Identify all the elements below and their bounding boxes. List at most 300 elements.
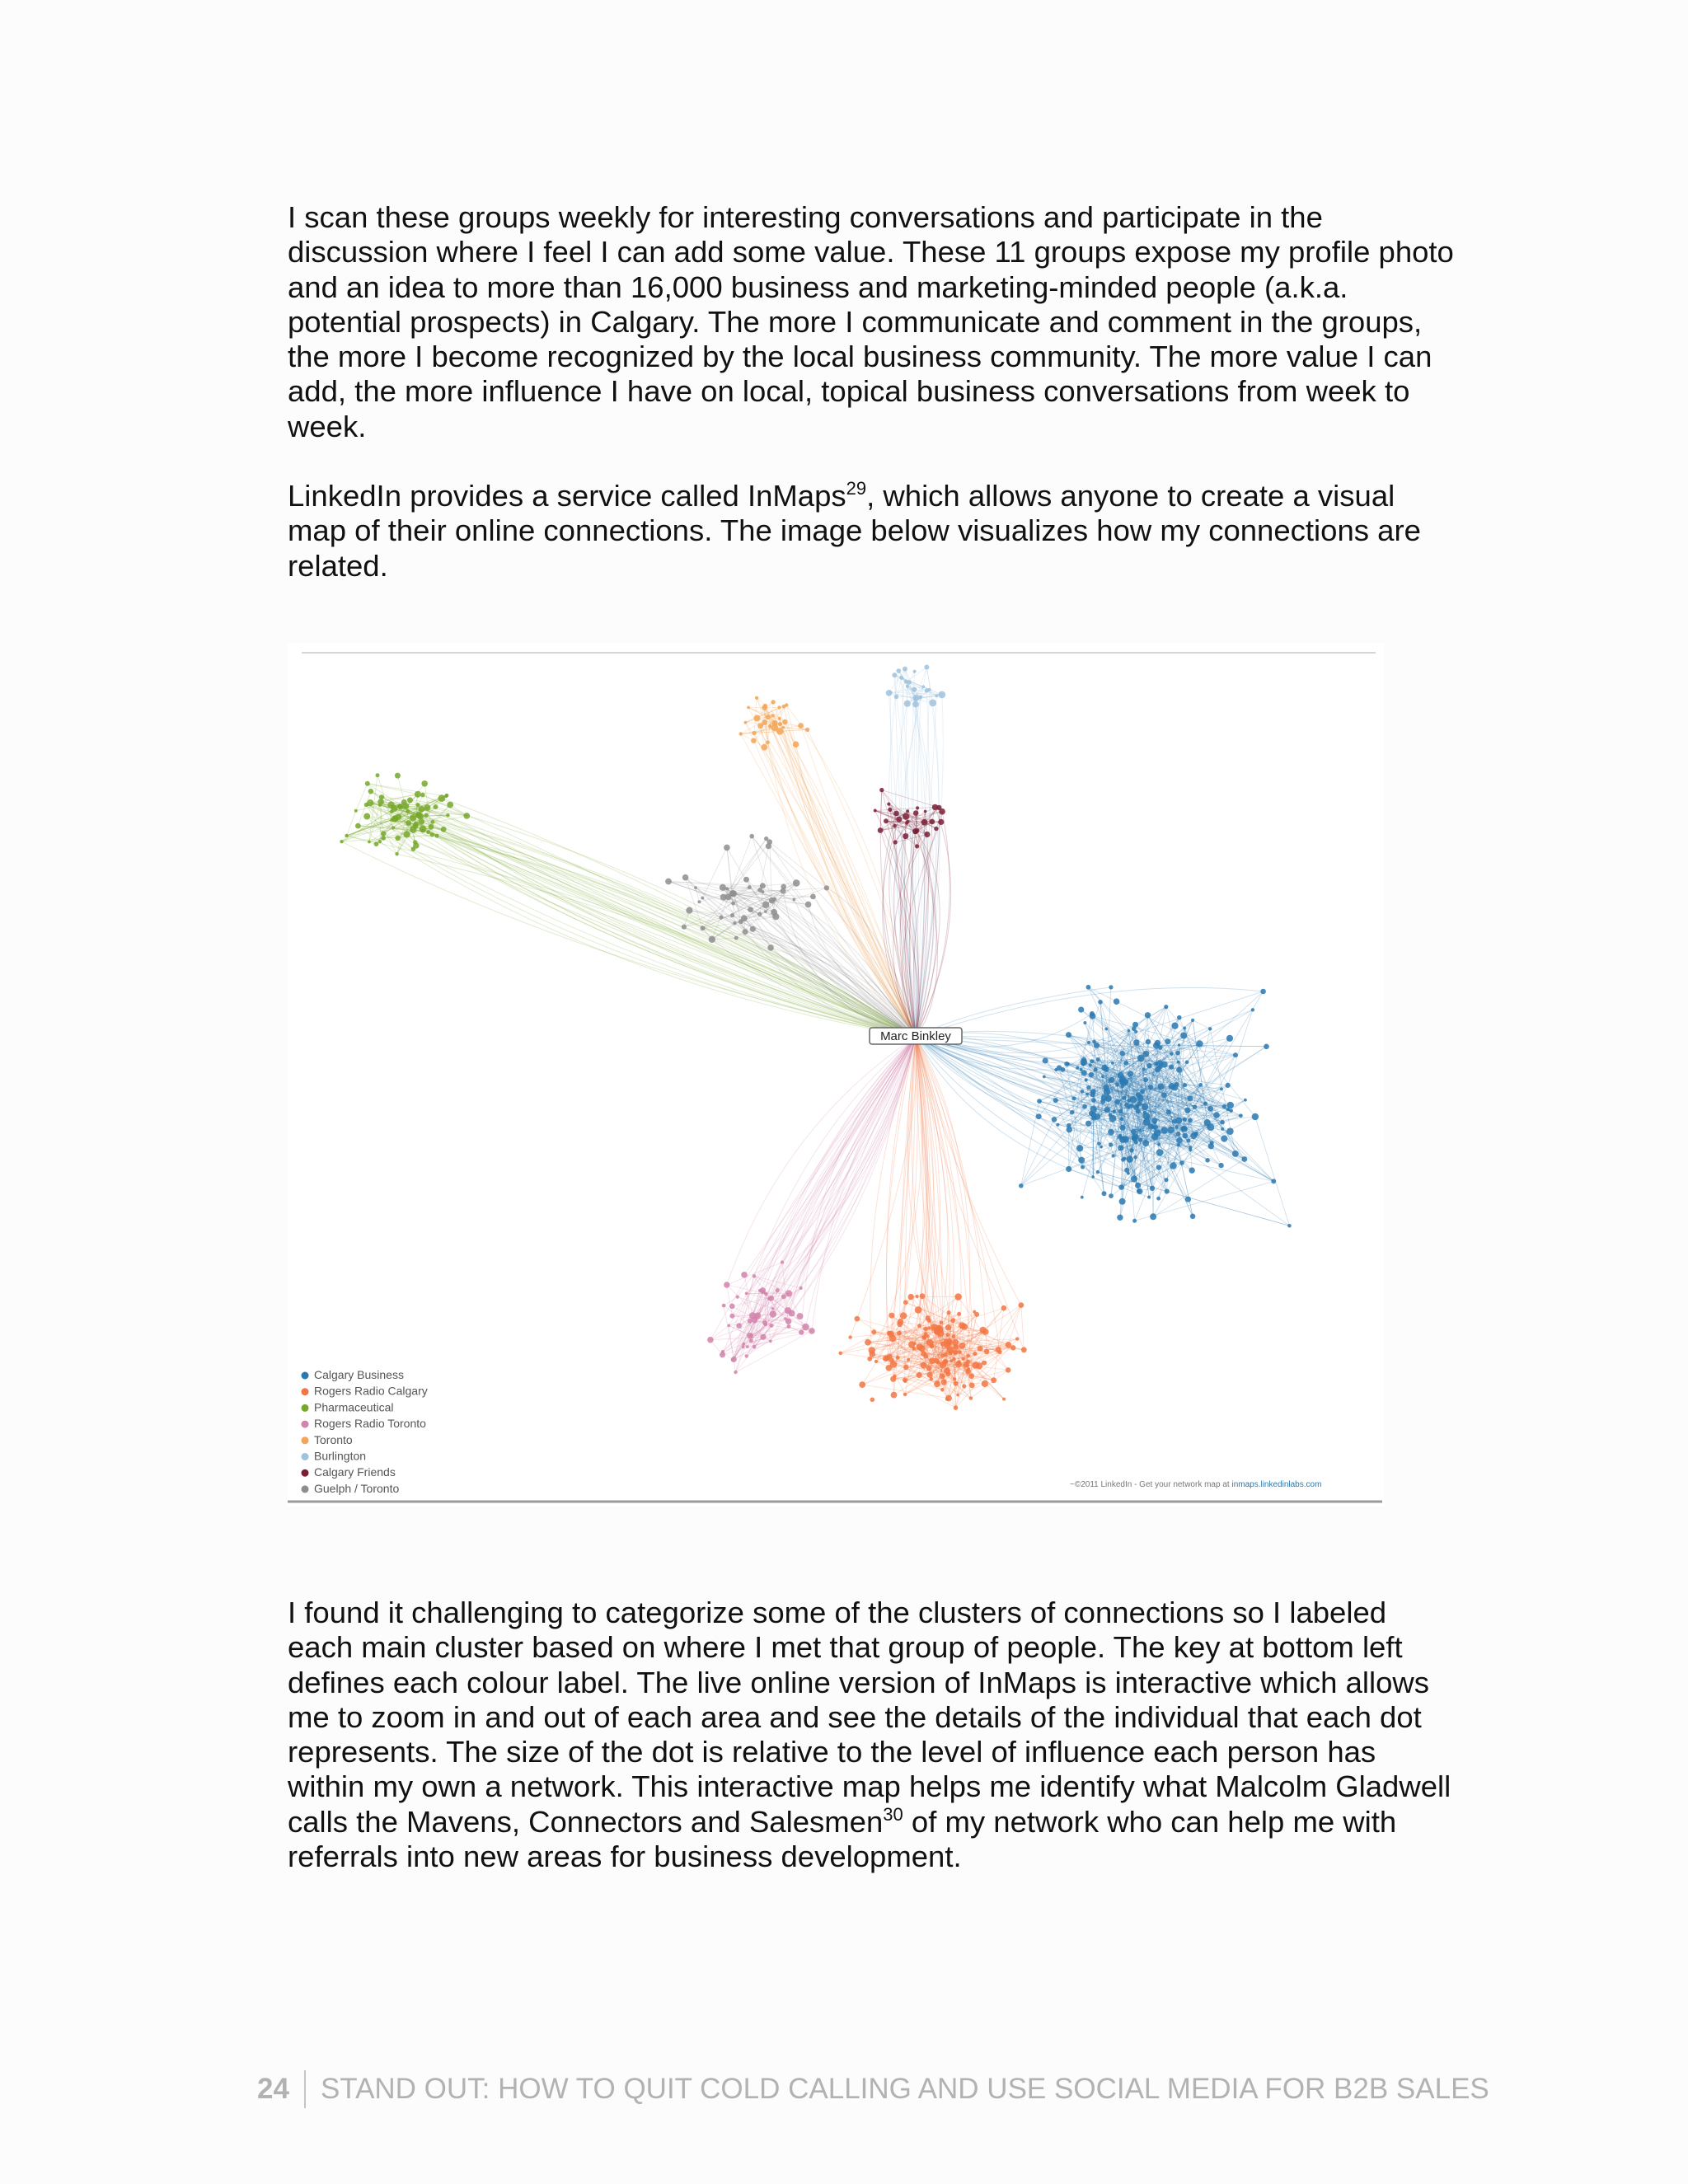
connection-node[interactable] (1150, 1186, 1155, 1191)
connection-node[interactable] (392, 826, 395, 829)
connection-node[interactable] (771, 714, 775, 717)
connection-node[interactable] (1161, 1127, 1168, 1133)
connection-node[interactable] (1137, 1095, 1144, 1102)
connection-node[interactable] (1157, 1143, 1160, 1146)
connection-node[interactable] (724, 1282, 729, 1287)
connection-node[interactable] (965, 1369, 971, 1375)
connection-node[interactable] (1191, 1019, 1194, 1022)
connection-node[interactable] (364, 803, 368, 807)
connection-node[interactable] (940, 1373, 945, 1379)
connection-node[interactable] (435, 834, 439, 838)
connection-node[interactable] (1183, 1083, 1187, 1087)
connection-node[interactable] (874, 1360, 878, 1363)
connection-node[interactable] (1196, 1040, 1203, 1047)
connection-node[interactable] (917, 1324, 921, 1328)
connection-node[interactable] (1176, 1066, 1182, 1072)
connection-node[interactable] (1072, 1096, 1076, 1100)
connection-node[interactable] (729, 1314, 734, 1319)
connection-node[interactable] (903, 1365, 908, 1370)
connection-node[interactable] (940, 1388, 945, 1392)
connection-node[interactable] (1204, 1119, 1211, 1126)
connection-node[interactable] (1122, 1095, 1126, 1099)
connection-node[interactable] (1132, 1219, 1137, 1223)
connection-node[interactable] (921, 819, 928, 826)
connection-node[interactable] (1177, 1143, 1180, 1146)
connection-node[interactable] (1208, 1143, 1214, 1149)
connection-node[interactable] (893, 1375, 896, 1378)
connection-node[interactable] (768, 724, 772, 729)
connection-node[interactable] (391, 805, 397, 812)
connection-node[interactable] (793, 741, 799, 748)
connection-node[interactable] (1120, 1051, 1126, 1057)
connection-node[interactable] (929, 700, 936, 707)
connection-node[interactable] (1089, 1063, 1092, 1066)
connection-node[interactable] (945, 1324, 951, 1330)
connection-node[interactable] (1185, 1060, 1189, 1064)
connection-node[interactable] (928, 688, 931, 691)
connection-node[interactable] (969, 1383, 975, 1389)
connection-node[interactable] (771, 700, 775, 704)
connection-node[interactable] (395, 852, 398, 855)
connection-node[interactable] (916, 806, 919, 809)
connection-node[interactable] (1178, 1043, 1181, 1047)
connection-node[interactable] (447, 802, 453, 808)
connection-node[interactable] (410, 815, 416, 822)
connection-node[interactable] (1137, 1055, 1145, 1062)
connection-node[interactable] (730, 913, 734, 917)
connection-node[interactable] (1152, 1118, 1158, 1123)
connection-node[interactable] (1086, 985, 1091, 990)
connection-node[interactable] (894, 695, 899, 700)
connection-node[interactable] (953, 1377, 957, 1381)
connection-node[interactable] (924, 832, 930, 837)
connection-node[interactable] (767, 944, 774, 951)
connection-node[interactable] (340, 840, 343, 843)
connection-node[interactable] (1001, 1305, 1007, 1311)
connection-node[interactable] (1090, 1089, 1096, 1094)
connection-node[interactable] (1085, 1078, 1088, 1081)
connection-node[interactable] (438, 794, 446, 802)
connection-node[interactable] (727, 1324, 730, 1328)
connection-node[interactable] (365, 781, 370, 786)
connection-node[interactable] (430, 832, 434, 837)
connection-node[interactable] (1218, 1163, 1223, 1168)
connection-node[interactable] (1094, 1067, 1098, 1071)
connection-node[interactable] (753, 1345, 757, 1349)
connection-node[interactable] (956, 1394, 959, 1397)
connection-node[interactable] (924, 665, 929, 670)
connection-node[interactable] (1287, 1224, 1292, 1228)
connection-node[interactable] (770, 1310, 776, 1317)
connection-node[interactable] (900, 1312, 907, 1319)
connection-node[interactable] (785, 1307, 791, 1314)
connection-node[interactable] (1193, 1105, 1197, 1109)
connection-node[interactable] (953, 1350, 958, 1355)
connection-node[interactable] (1104, 1028, 1108, 1031)
connection-node[interactable] (778, 717, 781, 720)
connection-node[interactable] (441, 827, 447, 832)
connection-node[interactable] (950, 1359, 953, 1362)
connection-node[interactable] (1091, 1175, 1095, 1179)
connection-node[interactable] (1179, 1160, 1184, 1165)
connection-node[interactable] (1067, 1127, 1072, 1132)
connection-node[interactable] (1096, 1057, 1100, 1062)
connection-node[interactable] (929, 819, 935, 825)
connection-node[interactable] (1081, 1196, 1084, 1199)
connection-node[interactable] (926, 1315, 931, 1320)
connection-node[interactable] (1221, 1127, 1224, 1131)
connection-node[interactable] (973, 1352, 977, 1356)
connection-node[interactable] (767, 1297, 771, 1301)
connection-node[interactable] (917, 1372, 922, 1378)
connection-node[interactable] (1226, 1127, 1234, 1135)
connection-node[interactable] (1123, 1079, 1128, 1084)
connection-node[interactable] (1121, 1157, 1125, 1161)
connection-node[interactable] (1019, 1183, 1024, 1188)
connection-node[interactable] (906, 809, 909, 813)
connection-node[interactable] (920, 1293, 926, 1299)
connection-node[interactable] (1078, 1157, 1085, 1164)
connection-node[interactable] (431, 820, 435, 824)
connection-node[interactable] (406, 809, 410, 813)
connection-node[interactable] (1166, 1109, 1171, 1114)
connection-node[interactable] (782, 719, 787, 724)
connection-node[interactable] (721, 1350, 724, 1353)
connection-node[interactable] (954, 1405, 959, 1410)
connection-node[interactable] (731, 1357, 737, 1362)
connection-node[interactable] (1081, 1090, 1085, 1094)
connection-node[interactable] (1118, 1109, 1123, 1113)
connection-node[interactable] (947, 1310, 951, 1315)
connection-node[interactable] (686, 907, 692, 914)
connection-node[interactable] (1122, 1136, 1128, 1142)
connection-node[interactable] (771, 720, 777, 726)
connection-node[interactable] (870, 1351, 876, 1357)
connection-node[interactable] (404, 831, 410, 837)
connection-node[interactable] (908, 1294, 914, 1300)
connection-node[interactable] (1002, 1398, 1006, 1401)
connection-node[interactable] (968, 1373, 974, 1379)
connection-node[interactable] (921, 685, 925, 688)
connection-node[interactable] (1205, 1158, 1210, 1163)
connection-node[interactable] (978, 1346, 983, 1352)
connection-node[interactable] (363, 813, 370, 820)
connection-node[interactable] (1260, 989, 1266, 995)
connection-node[interactable] (766, 715, 771, 719)
connection-node[interactable] (982, 1361, 987, 1366)
connection-node[interactable] (927, 1327, 931, 1330)
connection-node[interactable] (785, 1290, 792, 1296)
connection-node[interactable] (736, 1296, 739, 1299)
connection-node[interactable] (784, 1317, 787, 1320)
connection-node[interactable] (1066, 1032, 1071, 1038)
connection-node[interactable] (1156, 1165, 1161, 1169)
connection-node[interactable] (665, 879, 672, 885)
connection-node[interactable] (1070, 1110, 1074, 1114)
connection-node[interactable] (1177, 1015, 1182, 1020)
connection-node[interactable] (707, 1337, 714, 1343)
connection-node[interactable] (355, 823, 361, 829)
connection-node[interactable] (1103, 1085, 1109, 1091)
connection-node[interactable] (896, 817, 902, 823)
connection-node[interactable] (966, 1354, 970, 1358)
connection-node[interactable] (893, 811, 899, 817)
connection-node[interactable] (1109, 1142, 1113, 1146)
connection-node[interactable] (749, 1334, 753, 1338)
connection-node[interactable] (730, 890, 737, 897)
connection-node[interactable] (1115, 1099, 1120, 1104)
connection-node[interactable] (742, 1343, 745, 1346)
connection-node[interactable] (777, 705, 781, 709)
connection-node[interactable] (934, 1380, 940, 1387)
connection-node[interactable] (426, 830, 430, 834)
connection-node[interactable] (354, 809, 358, 813)
connection-node[interactable] (959, 1343, 965, 1349)
connection-node[interactable] (1184, 1108, 1190, 1113)
connection-node[interactable] (927, 1372, 933, 1378)
connection-node[interactable] (1226, 1102, 1234, 1109)
connection-node[interactable] (887, 1331, 892, 1336)
connection-node[interactable] (767, 839, 772, 845)
connection-node[interactable] (1123, 1061, 1128, 1066)
connection-node[interactable] (1142, 1140, 1149, 1146)
connection-node[interactable] (1145, 1012, 1151, 1018)
connection-node[interactable] (1089, 1072, 1094, 1077)
connection-node[interactable] (952, 1334, 955, 1338)
connection-node[interactable] (934, 827, 938, 831)
connection-node[interactable] (799, 1329, 804, 1334)
connection-node[interactable] (1087, 1041, 1090, 1044)
connection-node[interactable] (884, 1355, 890, 1361)
connection-node[interactable] (1198, 1083, 1203, 1087)
connection-node[interactable] (1151, 1133, 1159, 1141)
connection-node[interactable] (1186, 1139, 1190, 1143)
connection-node[interactable] (945, 1333, 950, 1337)
center-node-label[interactable] (870, 1028, 962, 1044)
connection-node[interactable] (938, 691, 945, 699)
connection-node[interactable] (739, 732, 743, 735)
connection-node[interactable] (762, 890, 765, 893)
connection-node[interactable] (701, 897, 704, 900)
connection-node[interactable] (1226, 1083, 1231, 1088)
connection-node[interactable] (1095, 1113, 1100, 1119)
connection-node[interactable] (889, 1313, 894, 1319)
connection-node[interactable] (1155, 1040, 1160, 1046)
connection-node[interactable] (1115, 1083, 1119, 1087)
connection-node[interactable] (936, 805, 941, 810)
connection-node[interactable] (1138, 1129, 1142, 1132)
connection-node[interactable] (748, 885, 752, 889)
connection-node[interactable] (1142, 1103, 1149, 1110)
connection-node[interactable] (1176, 1132, 1181, 1137)
connection-node[interactable] (973, 1310, 976, 1314)
connection-node[interactable] (1076, 1145, 1083, 1151)
connection-node[interactable] (893, 824, 897, 828)
connection-node[interactable] (892, 673, 897, 677)
connection-node[interactable] (1156, 1197, 1160, 1201)
connection-node[interactable] (785, 703, 788, 706)
connection-node[interactable] (753, 1274, 757, 1278)
connection-node[interactable] (1226, 1035, 1233, 1042)
connection-node[interactable] (748, 907, 753, 912)
connection-node[interactable] (982, 1380, 988, 1387)
connection-node[interactable] (870, 1398, 875, 1403)
connection-node[interactable] (742, 1345, 745, 1348)
connection-node[interactable] (1226, 1108, 1230, 1111)
connection-node[interactable] (1136, 1108, 1141, 1113)
connection-node[interactable] (1109, 1077, 1114, 1083)
connection-node[interactable] (1251, 1008, 1254, 1011)
connection-node[interactable] (1175, 1118, 1182, 1124)
connection-node[interactable] (413, 842, 419, 848)
connection-node[interactable] (1175, 1126, 1179, 1129)
connection-node[interactable] (976, 1362, 982, 1369)
connection-node[interactable] (980, 1327, 987, 1333)
connection-node[interactable] (1113, 1110, 1116, 1113)
connection-node[interactable] (743, 929, 748, 935)
connection-node[interactable] (1183, 1027, 1186, 1030)
connection-node[interactable] (434, 804, 438, 809)
connection-node[interactable] (879, 788, 884, 792)
connection-node[interactable] (940, 1320, 944, 1324)
connection-node[interactable] (1232, 1151, 1239, 1157)
connection-node[interactable] (1131, 1175, 1137, 1182)
connection-node[interactable] (1078, 1007, 1084, 1013)
connection-node[interactable] (744, 721, 748, 724)
connection-node[interactable] (908, 1341, 915, 1347)
connection-node[interactable] (1108, 1129, 1114, 1136)
connection-node[interactable] (755, 696, 758, 700)
connection-node[interactable] (926, 1334, 930, 1338)
connection-node[interactable] (912, 687, 917, 692)
connection-node[interactable] (1175, 1051, 1180, 1056)
connection-node[interactable] (889, 691, 893, 694)
connection-node[interactable] (729, 1304, 735, 1310)
connection-node[interactable] (1185, 1197, 1191, 1202)
connection-node[interactable] (381, 836, 386, 841)
connection-node[interactable] (1021, 1347, 1027, 1352)
connection-node[interactable] (782, 726, 785, 729)
connection-node[interactable] (904, 680, 908, 684)
connection-node[interactable] (915, 1306, 922, 1314)
connection-node[interactable] (420, 793, 425, 798)
connection-node[interactable] (1111, 1062, 1114, 1065)
connection-node[interactable] (1165, 1189, 1170, 1194)
connection-node[interactable] (865, 1339, 871, 1346)
connection-node[interactable] (1148, 1123, 1155, 1130)
connection-node[interactable] (1242, 1156, 1248, 1162)
connection-node[interactable] (1015, 1337, 1019, 1340)
connection-node[interactable] (746, 1345, 749, 1348)
connection-node[interactable] (1180, 1033, 1187, 1039)
connection-node[interactable] (1138, 1137, 1142, 1141)
connection-node[interactable] (745, 1354, 748, 1357)
connection-node[interactable] (1081, 1057, 1086, 1062)
connection-node[interactable] (1019, 1302, 1025, 1308)
connection-node[interactable] (1161, 1092, 1167, 1098)
connection-node[interactable] (1124, 1103, 1129, 1108)
connection-node[interactable] (1091, 1098, 1096, 1103)
connection-node[interactable] (697, 900, 701, 903)
connection-node[interactable] (722, 1304, 726, 1308)
connection-node[interactable] (1148, 1085, 1153, 1090)
connection-node[interactable] (749, 1312, 756, 1319)
connection-node[interactable] (1264, 1044, 1269, 1050)
connection-node[interactable] (797, 1313, 804, 1319)
connection-node[interactable] (1119, 1198, 1126, 1205)
connection-node[interactable] (1105, 1095, 1112, 1102)
connection-node[interactable] (824, 885, 829, 890)
connection-node[interactable] (1158, 1084, 1165, 1090)
connection-node[interactable] (1101, 1075, 1104, 1078)
connection-node[interactable] (888, 808, 892, 812)
connection-node[interactable] (1146, 1063, 1151, 1068)
connection-node[interactable] (896, 1356, 900, 1360)
connection-node[interactable] (1165, 1038, 1170, 1044)
connection-node[interactable] (940, 1342, 945, 1347)
connection-node[interactable] (733, 921, 736, 925)
connection-node[interactable] (1085, 1093, 1089, 1096)
connection-node[interactable] (1101, 1065, 1107, 1071)
connection-node[interactable] (701, 926, 706, 930)
connection-node[interactable] (1121, 1085, 1124, 1088)
connection-node[interactable] (1136, 1104, 1139, 1108)
connection-node[interactable] (368, 789, 373, 794)
connection-node[interactable] (799, 1286, 803, 1290)
connection-node[interactable] (1081, 1062, 1085, 1066)
connection-node[interactable] (935, 694, 938, 697)
connection-node[interactable] (734, 936, 738, 940)
connection-node[interactable] (1150, 1213, 1156, 1220)
connection-node[interactable] (736, 1323, 742, 1329)
connection-node[interactable] (1043, 1076, 1046, 1079)
connection-node[interactable] (1100, 1146, 1103, 1149)
connection-node[interactable] (778, 722, 782, 726)
connection-node[interactable] (762, 1320, 767, 1325)
connection-node[interactable] (792, 898, 795, 902)
connection-node[interactable] (424, 804, 430, 811)
connection-node[interactable] (1143, 1077, 1148, 1082)
connection-node[interactable] (464, 813, 471, 819)
connection-node[interactable] (416, 803, 420, 807)
connection-node[interactable] (903, 1380, 907, 1383)
connection-node[interactable] (1036, 1113, 1042, 1119)
connection-node[interactable] (381, 831, 386, 836)
connection-node[interactable] (1118, 1184, 1124, 1190)
connection-node[interactable] (368, 841, 371, 844)
connection-node[interactable] (1052, 1117, 1057, 1122)
connection-node[interactable] (760, 1287, 766, 1293)
connection-node[interactable] (903, 1300, 908, 1305)
connection-node[interactable] (772, 913, 779, 920)
connection-node[interactable] (1189, 1167, 1195, 1173)
connection-node[interactable] (848, 1335, 851, 1338)
connection-node[interactable] (903, 1393, 907, 1397)
connection-node[interactable] (1244, 1099, 1247, 1102)
connection-node[interactable] (1252, 1113, 1259, 1120)
connection-node[interactable] (962, 1384, 966, 1388)
connection-node[interactable] (1109, 1193, 1114, 1198)
connection-node[interactable] (1133, 1039, 1140, 1046)
connection-node[interactable] (1170, 1162, 1177, 1169)
connection-node[interactable] (1137, 1189, 1141, 1193)
connection-node[interactable] (420, 826, 427, 833)
connection-node[interactable] (1114, 998, 1120, 1005)
connection-node[interactable] (903, 833, 908, 839)
connection-node[interactable] (912, 701, 919, 708)
connection-node[interactable] (1239, 1113, 1243, 1118)
connection-node[interactable] (884, 818, 889, 823)
